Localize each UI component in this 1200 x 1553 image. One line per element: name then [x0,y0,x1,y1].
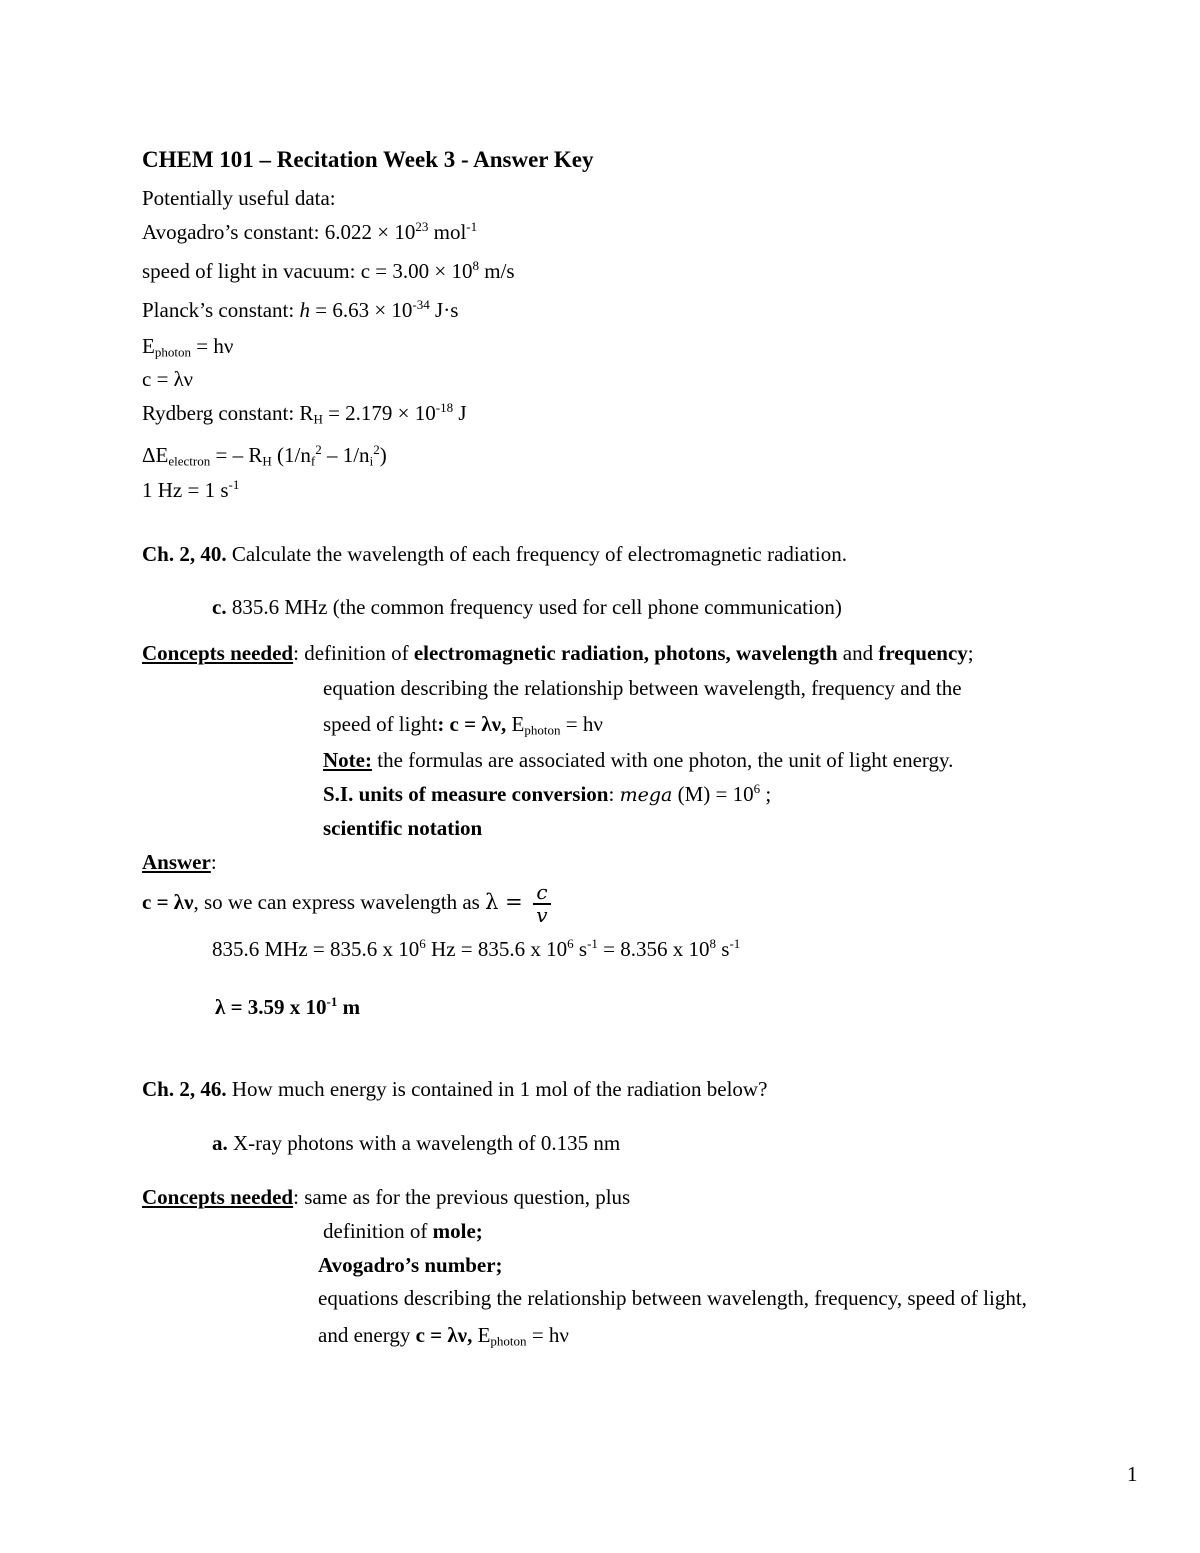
q2-c2-b: mole; [432,1219,483,1243]
q1-ans1-a: c = λν [142,889,194,914]
delta-e-nf-sup: 2 [315,441,322,457]
fraction-numerator: c [533,882,550,905]
photon-energy-formula [142,336,233,358]
q1-c1-c: and [837,641,879,665]
rydberg-label: Rydberg constant: R [142,401,314,425]
q1-si-rest: (M) = 10 [672,782,754,806]
q2-concepts-line3: Avogadro’s number; [318,1253,503,1277]
q1-result-b: m [337,995,361,1019]
q1-ans1-b: , so we can express wavelength as [193,889,486,914]
rydberg-sub: H [313,411,323,427]
q1-concepts-line1 [142,643,974,664]
q2-prompt [142,1079,767,1100]
q1-prompt [142,544,847,565]
page-number: 1 [1127,1462,1138,1486]
q1-ans2-e2: 6 [567,935,574,951]
delta-e-nf-sub: f [310,453,316,469]
q1-result [215,993,361,1019]
speed-exponent: 8 [472,257,479,273]
q1-concepts-label: Concepts needed [142,641,294,665]
q2-c5-c: E [472,1323,491,1347]
planck-constant [142,296,459,322]
q1-scientific-notation: scientific notation [323,816,483,840]
avogadro-exponent: 23 [415,218,429,234]
rydberg-unit: J [453,401,467,425]
c-lambda-formula: c = λν [142,367,193,391]
q1-ans2-b: Hz = 835.6 x 10 [425,937,568,961]
q1-note [323,750,953,771]
q2-concepts-line5 [318,1325,569,1347]
hz-label: 1 Hz = 1 s [142,478,229,502]
q1-answer-label: Answer [142,850,211,874]
q1-result-a: λ = 3.59 x 10 [215,995,327,1019]
delta-e-rh-sub: H [262,453,272,469]
q1-concepts-line3 [323,714,603,736]
speed-label: speed of light in vacuum: c = 3.00 × 10 [142,259,473,283]
q1-c1-e: ; [967,641,974,665]
q2-c2-a: definition of [323,1219,433,1243]
planck-unit: J·s [429,298,459,322]
ephoton-rest: = hν [190,334,234,358]
q2-concepts-colon: : [293,1185,299,1209]
hz-exponent: -1 [228,476,240,492]
avogadro-unit: mol [428,220,467,244]
q1-note-label: Note: [323,748,372,772]
delta-e-ni: – 1/n [321,443,370,467]
delta-e-ni-sub: i [369,453,374,469]
q1-si-units [323,780,772,806]
q2-part-label: a. [212,1131,228,1155]
q1-ref: Ch. 2, 40. [142,542,227,566]
q1-ans1-lambda: λ = [485,889,530,914]
q1-prompt-text: Calculate the wavelength of each frequency of electromagnetic radiation. [226,542,847,566]
q2-concepts-line2 [323,1221,483,1242]
delta-e-ni-sup: 2 [373,441,380,457]
q1-answer-heading [142,852,217,873]
page-title: CHEM 101 – Recitation Week 3 - Answer Key [142,147,594,172]
q2-concepts-label: Concepts needed [142,1185,294,1209]
q2-prompt-text: How much energy is contained in 1 mol of the radiation below? [226,1077,768,1101]
q2-concepts-line1 [142,1187,630,1208]
q2-part-text: X-ray photons with a wavelength of 0.135 nm [227,1131,621,1155]
q1-si-mega: mega [619,784,673,806]
q2-concepts-line4: equations describing the relationship between wavelength, frequency, speed of light, [318,1286,1027,1310]
planck-label: Planck’s constant: [142,298,300,322]
q1-concepts-line2: equation describing the relationship between wavelength, frequency and the [323,676,962,700]
q2-part [212,1133,620,1154]
q1-ans2-e1: 6 [419,935,426,951]
q2-ref: Ch. 2, 46. [142,1077,227,1101]
wavelength-fraction [533,882,550,926]
q1-c3-d: = hν [560,712,603,736]
q1-c1-d: frequency [878,641,968,665]
ephoton-e: E [142,334,155,358]
delta-e-sub: electron [168,453,211,469]
q1-part-text: 835.6 MHz (the common frequency used for cell phone communication) [226,595,842,619]
avogadro-constant [142,218,478,244]
delta-e-rh: = – R [210,443,263,467]
q1-ans2-e5: -1 [729,935,741,951]
planck-symbol: h [299,298,310,322]
q1-ans2-e4: 8 [709,935,717,951]
rydberg-exponent: -18 [435,399,454,415]
q1-c1-a: definition of [298,641,414,665]
speed-unit: m/s [478,259,515,283]
q1-c3-c: E [506,712,525,736]
planck-value: = 6.63 × 10 [309,298,413,322]
data-intro: Potentially useful data: [142,186,336,210]
q1-c1-b: electromagnetic radiation, photons, wavelength [413,641,838,665]
rydberg-value: = 2.179 × 10 [322,401,436,425]
q1-ans2-e: s [716,937,730,961]
q1-c3-a: speed of light [323,712,438,736]
ephoton-sub: photon [154,344,191,360]
q1-answer-line1 [142,882,551,926]
q1-note-text: the formulas are associated with one photon, the unit of light energy. [371,748,954,772]
rydberg-constant [142,399,467,427]
q1-result-exp: -1 [326,993,338,1009]
q2-c5-d: = hν [526,1323,569,1347]
q1-ans2-a: 835.6 MHz = 835.6 x 10 [212,937,420,961]
q1-si-end: ; [760,782,772,806]
q1-ans2-e3: -1 [587,935,598,951]
q1-concepts-colon: : [293,641,299,665]
avogadro-unit-exponent: -1 [466,218,478,234]
fraction-denominator: v [536,903,548,927]
q1-answer-colon: : [210,850,217,874]
q1-si-exp: 6 [753,780,761,796]
q1-c3-sub: photon [524,722,561,738]
q1-si-bold: S.I. units of measure conversion [323,782,609,806]
q2-c5-a: and energy [318,1323,416,1347]
delta-e-close: ) [379,443,387,467]
q1-part-label: c. [212,595,227,619]
hertz-definition [142,476,240,502]
q2-c5-sub: photon [490,1333,527,1349]
q1-part [212,597,842,618]
q1-ans2-d: = 8.356 x 10 [597,937,710,961]
delta-e-symbol: ΔE [142,443,169,467]
delta-e-formula [142,441,387,469]
q2-c5-b: c = λν, [415,1323,473,1347]
q1-answer-line2 [212,935,741,961]
q1-ans2-c: s [573,937,588,961]
q1-c3-b: : c = λν, [437,712,507,736]
speed-of-light [142,257,515,283]
delta-e-nf: (1/n [271,443,311,467]
avogadro-label: Avogadro’s constant: 6.022 × 10 [142,220,416,244]
q2-c1: same as for the previous question, plus [298,1185,631,1209]
q1-si-colon: : [608,782,620,806]
planck-exponent: -34 [412,296,430,312]
